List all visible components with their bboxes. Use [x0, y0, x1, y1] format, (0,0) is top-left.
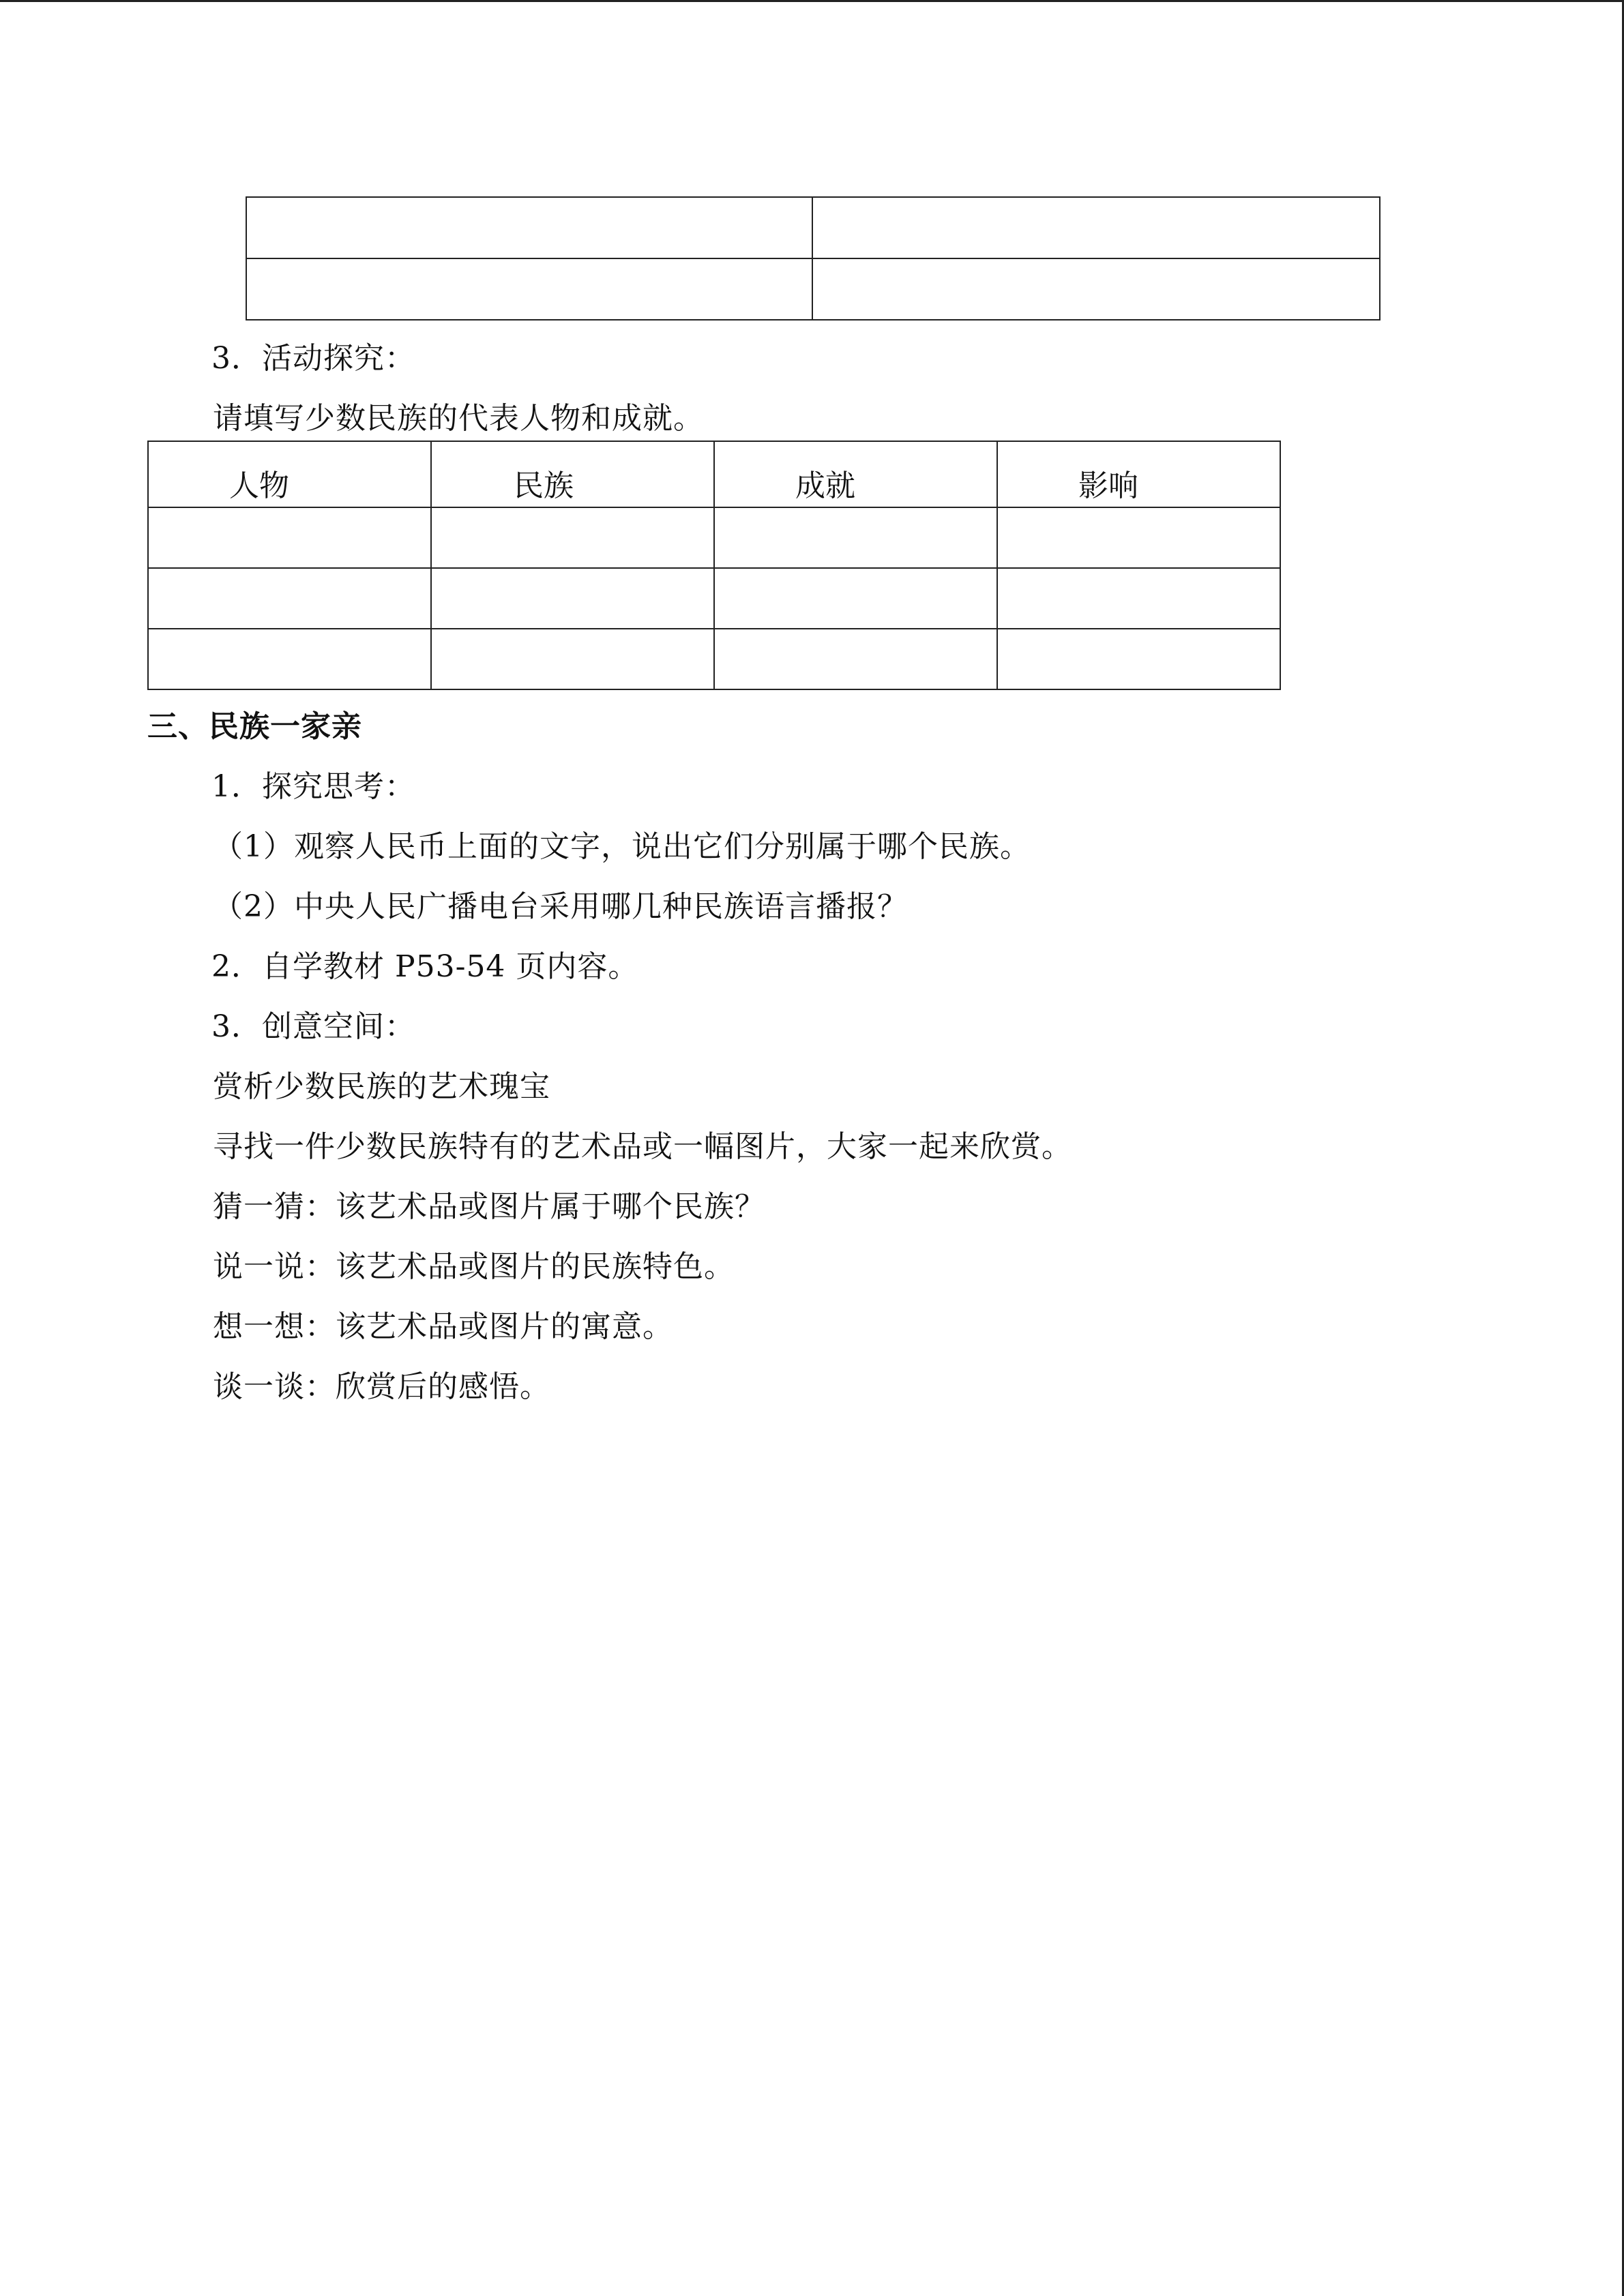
table-cell[interactable]	[812, 258, 1380, 320]
table-row	[246, 258, 1380, 320]
header-cell-influence: 影响	[997, 441, 1280, 507]
header-cell-person: 人物	[148, 441, 431, 507]
table-row	[246, 197, 1380, 258]
figures-table	[147, 441, 1281, 690]
table-cell[interactable]	[812, 197, 1380, 258]
table-header-row	[148, 441, 1280, 507]
table-row	[148, 568, 1280, 629]
creative-line: 说一说：该艺术品或图片的民族特色。	[213, 1249, 735, 1284]
table-cell[interactable]	[148, 629, 431, 689]
table-cell[interactable]	[246, 197, 812, 258]
section-heading: 三、民族一家亲	[147, 709, 362, 744]
table-cell[interactable]	[997, 629, 1280, 689]
continuation-table	[246, 196, 1381, 320]
table-cell[interactable]	[148, 568, 431, 629]
question-2: （2）中央人民广播电台采用哪几种民族语言播报？	[213, 889, 908, 924]
creative-line: 猜一猜：该艺术品或图片属于哪个民族？	[213, 1189, 765, 1224]
creative-line: 赏析少数民族的艺术瑰宝	[213, 1069, 550, 1104]
table-cell[interactable]	[431, 507, 714, 568]
creative-line: 谈一谈：欣赏后的感悟。	[213, 1369, 550, 1404]
creative-line: 想一想：该艺术品或图片的寓意。	[213, 1309, 673, 1344]
table-row	[148, 629, 1280, 689]
creative-space-title: 3．创意空间：	[211, 1009, 415, 1044]
page-border-top	[0, 0, 1624, 2]
table-row	[148, 507, 1280, 568]
creative-line: 寻找一件少数民族特有的艺术品或一幅图片，大家一起来欣赏。	[213, 1129, 1072, 1164]
table-cell[interactable]	[997, 507, 1280, 568]
activity-explore-title: 3．活动探究：	[211, 341, 415, 376]
table-cell[interactable]	[148, 507, 431, 568]
activity-instruction: 请填写少数民族的代表人物和成就。	[213, 401, 704, 436]
table-cell[interactable]	[431, 629, 714, 689]
table-cell[interactable]	[714, 568, 997, 629]
self-study-item: 2．自学教材 P53-54 页内容。	[211, 949, 639, 984]
header-cell-achievement: 成就	[714, 441, 997, 507]
explore-think-title: 1．探究思考：	[211, 769, 415, 804]
table-cell[interactable]	[714, 629, 997, 689]
header-cell-ethnicity: 民族	[431, 441, 714, 507]
table-cell[interactable]	[714, 507, 997, 568]
table-cell[interactable]	[431, 568, 714, 629]
question-1: （1）观察人民币上面的文字，说出它们分别属于哪个民族。	[213, 829, 1031, 864]
table-cell[interactable]	[997, 568, 1280, 629]
table-cell[interactable]	[246, 258, 812, 320]
